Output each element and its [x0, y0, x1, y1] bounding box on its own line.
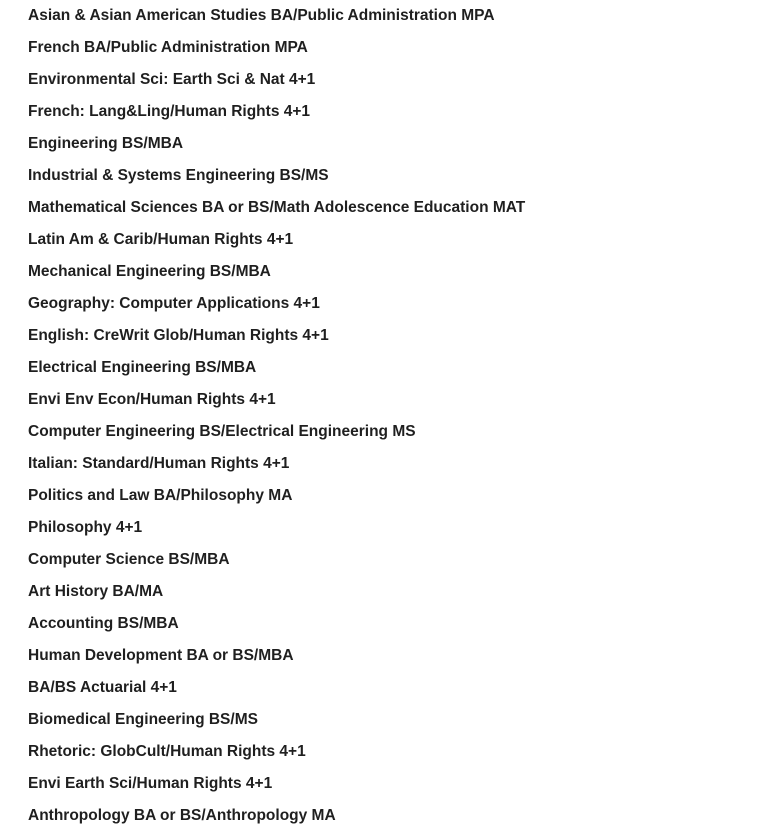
program-item[interactable]: Rhetoric: GlobCult/Human Rights 4+1	[28, 743, 306, 760]
program-item[interactable]: Computer Science BS/MBA	[28, 551, 230, 568]
program-item[interactable]: Politics and Law BA/Philosophy MA	[28, 487, 293, 504]
program-item[interactable]: Computer Engineering BS/Electrical Engineering MS	[28, 423, 416, 440]
program-item[interactable]: Biomedical Engineering BS/MS	[28, 711, 258, 728]
program-item[interactable]: Industrial & Systems Engineering BS/MS	[28, 167, 329, 184]
program-item[interactable]: Electrical Engineering BS/MBA	[28, 359, 257, 376]
program-item[interactable]: Accounting BS/MBA	[28, 615, 179, 632]
program-item[interactable]: Latin Am & Carib/Human Rights 4+1	[28, 231, 294, 248]
program-item[interactable]: Mechanical Engineering BS/MBA	[28, 263, 271, 280]
program-item[interactable]: Environmental Sci: Earth Sci & Nat 4+1	[28, 71, 316, 88]
program-item[interactable]: Geography: Computer Applications 4+1	[28, 295, 320, 312]
program-item[interactable]: Engineering BS/MBA	[28, 135, 184, 152]
program-item[interactable]: Italian: Standard/Human Rights 4+1	[28, 455, 290, 472]
program-item[interactable]: BA/BS Actuarial 4+1	[28, 679, 177, 696]
program-item[interactable]: Asian & Asian American Studies BA/Public Administration MPA	[28, 7, 495, 24]
program-list	[28, 0, 525, 832]
program-item[interactable]: Mathematical Sciences BA or BS/Math Adolescence Education MAT	[28, 199, 526, 216]
program-item[interactable]: Envi Earth Sci/Human Rights 4+1	[28, 775, 273, 792]
program-item[interactable]: Human Development BA or BS/MBA	[28, 647, 294, 664]
program-item[interactable]: Anthropology BA or BS/Anthropology MA	[28, 807, 336, 824]
program-item[interactable]: English: CreWrit Glob/Human Rights 4+1	[28, 327, 329, 344]
program-item[interactable]: Art History BA/MA	[28, 583, 164, 600]
program-item[interactable]: French BA/Public Administration MPA	[28, 39, 308, 56]
program-item[interactable]: French: Lang&Ling/Human Rights 4+1	[28, 103, 311, 120]
program-item[interactable]: Envi Env Econ/Human Rights 4+1	[28, 391, 276, 408]
program-item[interactable]: Philosophy 4+1	[28, 519, 143, 536]
